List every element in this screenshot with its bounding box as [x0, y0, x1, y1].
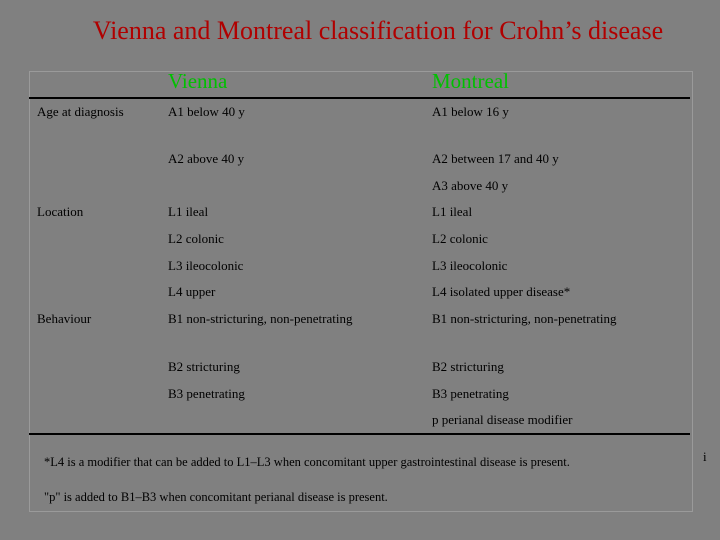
cell-montreal: p perianal disease modifier: [432, 412, 573, 427]
footnote-l4: *L4 is a modifier that can be added to L1–L3 when concomitant upper gastrointestinal disease is present.: [44, 455, 570, 469]
slide-title: Vienna and Montreal classification for Crohn’s disease: [92, 16, 664, 45]
row-category-behaviour: Behaviour: [37, 311, 92, 326]
cell-montreal: L2 colonic: [432, 231, 488, 246]
cell-montreal: A2 between 17 and 40 y: [432, 151, 559, 166]
column-header-montreal: Montreal: [432, 69, 509, 93]
column-header-vienna: Vienna: [168, 69, 228, 93]
cell-montreal: B1 non-stricturing, non-penetrating: [432, 311, 617, 326]
footnote-perianal: "p" is added to B1–B3 when concomitant perianal disease is present.: [44, 490, 388, 504]
cell-montreal: B2 stricturing: [432, 359, 504, 374]
row-category-age: Age at diagnosis: [37, 104, 124, 119]
cell-vienna: B3 penetrating: [168, 386, 245, 401]
cell-vienna: L4 upper: [168, 284, 216, 299]
row-category-location: Location: [37, 204, 84, 219]
edge-mark: i: [703, 449, 707, 464]
cell-vienna: L1 ileal: [168, 204, 209, 219]
cell-vienna: L2 colonic: [168, 231, 224, 246]
cell-montreal: A3 above 40 y: [432, 178, 509, 193]
cell-montreal: A1 below 16 y: [432, 104, 509, 119]
cell-vienna: A1 below 40 y: [168, 104, 245, 119]
cell-montreal: B3 penetrating: [432, 386, 509, 401]
cell-vienna: B1 non-stricturing, non-penetrating: [168, 311, 353, 326]
cell-vienna: B2 stricturing: [168, 359, 240, 374]
header-rule: [29, 97, 690, 99]
table-bottom-rule: [29, 433, 690, 435]
classification-table-frame: [29, 71, 693, 512]
cell-montreal: L4 isolated upper disease*: [432, 284, 571, 299]
cell-vienna: L3 ileocolonic: [168, 258, 244, 273]
cell-vienna: A2 above 40 y: [168, 151, 245, 166]
cell-montreal: L1 ileal: [432, 204, 473, 219]
cell-montreal: L3 ileocolonic: [432, 258, 508, 273]
